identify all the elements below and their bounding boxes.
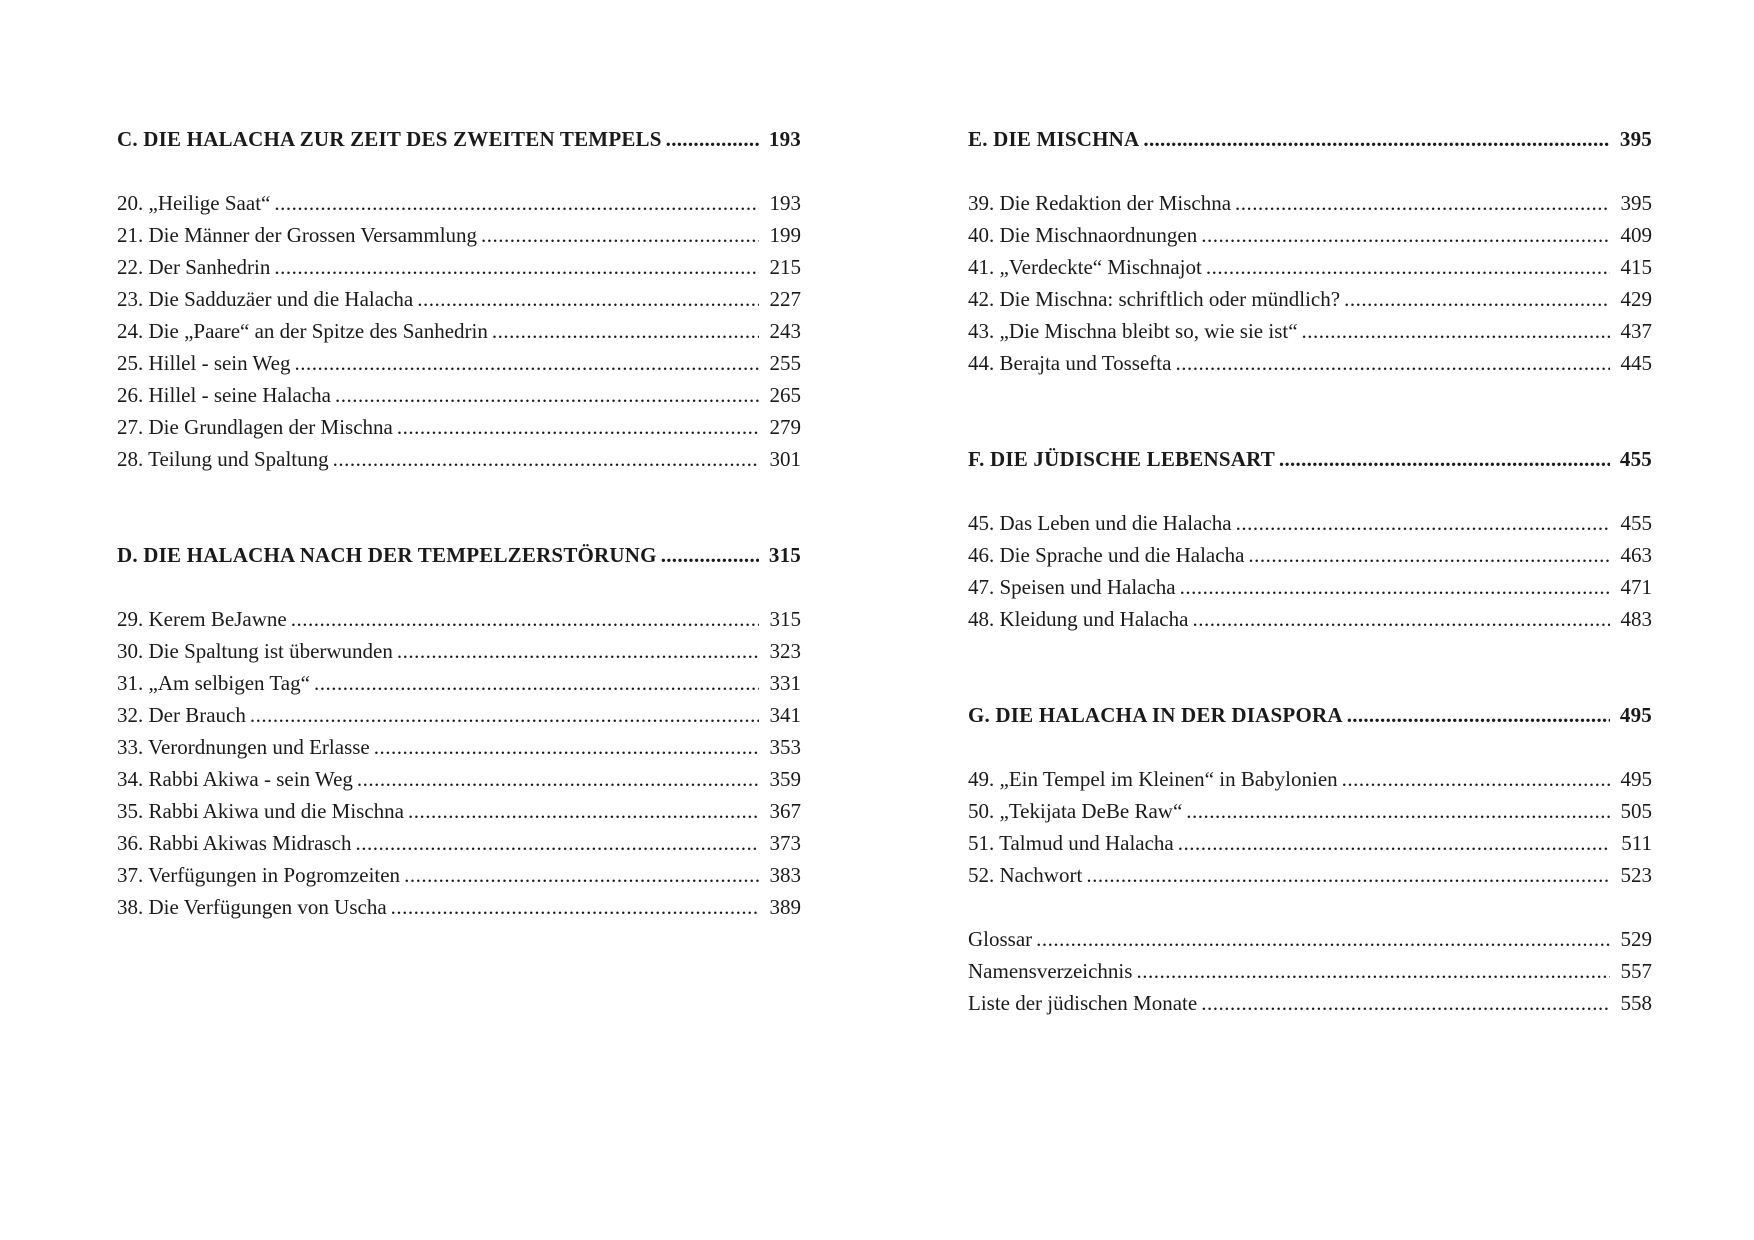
page-number: 495 — [1620, 767, 1652, 791]
entry-title: 42. Die Mischna: schriftlich oder mündlich? — [968, 287, 1341, 311]
leader-dots — [1136, 955, 1610, 987]
entry-title: 29. Kerem BeJawne — [117, 607, 287, 631]
leader-dots — [250, 699, 759, 731]
page-number: 471 — [1620, 575, 1652, 599]
page-number: 463 — [1620, 543, 1652, 567]
page-number: 373 — [769, 831, 801, 855]
leader-dots — [404, 859, 759, 891]
page-number: 353 — [769, 735, 801, 759]
section-heading[interactable] — [968, 443, 1652, 475]
leader-dots — [1175, 347, 1610, 379]
entry-title: Liste der jüdischen Monate — [968, 991, 1198, 1015]
entry-title: 33. Verordnungen und Erlasse — [117, 735, 370, 759]
page-number: 255 — [769, 351, 801, 375]
leader-dots — [397, 635, 759, 667]
entry-title: Glossar — [968, 927, 1033, 951]
page-number: 505 — [1620, 799, 1652, 823]
leader-dots — [492, 315, 759, 347]
section-title: D. DIE HALACHA NACH DER TEMPELZERSTÖRUNG — [117, 543, 657, 567]
toc-entry[interactable] — [117, 443, 801, 475]
section-title: C. DIE HALACHA ZUR ZEIT DES ZWEITEN TEMPELS — [117, 127, 662, 151]
entry-title: 48. Kleidung und Halacha — [968, 607, 1189, 631]
page-number: 437 — [1620, 319, 1652, 343]
leader-dots — [1302, 315, 1610, 347]
page-number: 415 — [1620, 255, 1652, 279]
entry-title: Namensverzeichnis — [968, 959, 1133, 983]
toc-section-g — [968, 699, 1652, 891]
toc-entry[interactable] — [117, 795, 801, 827]
section-heading[interactable] — [968, 123, 1652, 155]
leader-dots — [417, 283, 759, 315]
section-title: F. DIE JÜDISCHE LEBENSART — [968, 447, 1275, 471]
page-number: 455 — [1620, 511, 1652, 535]
page-number: 455 — [1619, 447, 1652, 471]
toc-entry[interactable] — [968, 251, 1652, 283]
toc-entry[interactable] — [117, 859, 801, 891]
leader-dots — [1143, 123, 1610, 155]
toc-entry[interactable] — [117, 219, 801, 251]
leader-dots — [374, 731, 759, 763]
toc-entry[interactable] — [117, 603, 801, 635]
page-number: 301 — [769, 447, 801, 471]
leader-dots — [1342, 763, 1610, 795]
toc-appendix — [968, 923, 1652, 1019]
entry-title: 39. Die Redaktion der Mischna — [968, 191, 1232, 215]
page-number: 395 — [1620, 191, 1652, 215]
entry-title: 32. Der Brauch — [117, 703, 246, 727]
page-number: 279 — [769, 415, 801, 439]
page-number: 483 — [1620, 607, 1652, 631]
page-number: 383 — [769, 863, 801, 887]
toc-section-d — [117, 539, 801, 923]
page-number: 193 — [768, 127, 801, 151]
toc-entry[interactable] — [968, 315, 1652, 347]
toc-entry[interactable] — [968, 987, 1652, 1019]
page-number: 409 — [1620, 223, 1652, 247]
leader-dots — [481, 219, 759, 251]
leader-dots — [274, 251, 759, 283]
leader-dots — [666, 123, 759, 155]
toc-entry[interactable] — [117, 379, 801, 411]
entry-title: 52. Nachwort — [968, 863, 1083, 887]
toc-entry[interactable] — [117, 411, 801, 443]
entry-title: 35. Rabbi Akiwa und die Mischna — [117, 799, 404, 823]
toc-entry[interactable] — [968, 539, 1652, 571]
toc-entry[interactable] — [968, 571, 1652, 603]
page-number: 429 — [1620, 287, 1652, 311]
entry-title: 45. Das Leben und die Halacha — [968, 511, 1232, 535]
entry-title: 51. Talmud und Halacha — [968, 831, 1174, 855]
page-number: 511 — [1621, 831, 1652, 855]
page-number: 341 — [769, 703, 801, 727]
page-number: 495 — [1619, 703, 1652, 727]
entry-title: 23. Die Sadduzäer und die Halacha — [117, 287, 414, 311]
toc-entry[interactable] — [968, 923, 1652, 955]
section-title: G. DIE HALACHA IN DER DIASPORA — [968, 703, 1343, 727]
entry-title: 43. „Die Mischna bleibt so, wie sie ist“ — [968, 319, 1298, 343]
toc-entry[interactable] — [117, 699, 801, 731]
entry-title: 24. Die „Paare“ an der Spitze des Sanhedrin — [117, 319, 488, 343]
page-number: 323 — [769, 639, 801, 663]
toc-section-c — [117, 123, 801, 475]
toc-section-e — [968, 123, 1652, 379]
page-number: 265 — [769, 383, 801, 407]
entry-title: 49. „Ein Tempel im Kleinen“ in Babylonien — [968, 767, 1338, 791]
leader-dots — [1192, 603, 1610, 635]
leader-dots — [294, 347, 759, 379]
page-number: 529 — [1620, 927, 1652, 951]
entry-title: 46. Die Sprache und die Halacha — [968, 543, 1245, 567]
entry-title: 31. „Am selbigen Tag“ — [117, 671, 310, 695]
toc-entry[interactable] — [968, 827, 1652, 859]
toc-entry[interactable] — [117, 667, 801, 699]
toc-entry[interactable] — [968, 955, 1652, 987]
entry-title: 22. Der Sanhedrin — [117, 255, 271, 279]
page-number: 367 — [769, 799, 801, 823]
leader-dots — [333, 443, 759, 475]
toc-entry[interactable] — [968, 283, 1652, 315]
leader-dots — [355, 827, 759, 859]
toc-entry[interactable] — [968, 219, 1652, 251]
entry-title: 25. Hillel - sein Weg — [117, 351, 291, 375]
toc-entry[interactable] — [968, 187, 1652, 219]
toc-entry[interactable] — [117, 891, 801, 923]
page-number: 315 — [769, 607, 801, 631]
page-number: 243 — [769, 319, 801, 343]
toc-section-f — [968, 443, 1652, 635]
toc-entry[interactable] — [117, 635, 801, 667]
leader-dots — [1347, 699, 1610, 731]
toc-entry[interactable] — [968, 859, 1652, 891]
entry-title: 41. „Verdeckte“ Mischnajot — [968, 255, 1202, 279]
leader-dots — [1178, 827, 1610, 859]
page-number: 523 — [1620, 863, 1652, 887]
page-number: 227 — [769, 287, 801, 311]
page-number: 215 — [769, 255, 801, 279]
toc-entry[interactable] — [117, 347, 801, 379]
toc-entry[interactable] — [117, 731, 801, 763]
page-number: 331 — [769, 671, 801, 695]
toc-entry[interactable] — [117, 283, 801, 315]
entry-title: 20. „Heilige Saat“ — [117, 191, 271, 215]
entry-title: 40. Die Mischnaordnungen — [968, 223, 1198, 247]
page-number: 389 — [769, 895, 801, 919]
entry-title: 38. Die Verfügungen von Uscha — [117, 895, 387, 919]
leader-dots — [314, 667, 759, 699]
entry-title: 28. Teilung und Spaltung — [117, 447, 329, 471]
leader-dots — [408, 795, 759, 827]
section-heading[interactable] — [117, 123, 801, 155]
entry-title: 47. Speisen und Halacha — [968, 575, 1176, 599]
leader-dots — [335, 379, 759, 411]
page-number: 359 — [769, 767, 801, 791]
entry-title: 36. Rabbi Akiwas Midrasch — [117, 831, 352, 855]
leader-dots — [1235, 187, 1610, 219]
entry-title: 50. „Tekijata DeBe Raw“ — [968, 799, 1183, 823]
leader-dots — [1186, 795, 1610, 827]
leader-dots — [1180, 571, 1610, 603]
toc-entry[interactable] — [117, 187, 801, 219]
toc-entry[interactable] — [968, 603, 1652, 635]
toc-entry[interactable] — [968, 795, 1652, 827]
toc-entry[interactable] — [968, 763, 1652, 795]
leader-dots — [291, 603, 759, 635]
entry-title: 44. Berajta und Tossefta — [968, 351, 1172, 375]
right-page — [968, 123, 1652, 1019]
page-number: 193 — [769, 191, 801, 215]
leader-dots — [1201, 219, 1610, 251]
leader-dots — [1086, 859, 1610, 891]
entry-title: 34. Rabbi Akiwa - sein Weg — [117, 767, 353, 791]
toc-entry[interactable] — [117, 763, 801, 795]
toc-entry[interactable] — [968, 507, 1652, 539]
toc-entry[interactable] — [117, 315, 801, 347]
leader-dots — [1206, 251, 1610, 283]
page-number: 445 — [1620, 351, 1652, 375]
leader-dots — [397, 411, 759, 443]
leader-dots — [274, 187, 759, 219]
leader-dots — [357, 763, 759, 795]
page-number: 558 — [1620, 991, 1652, 1015]
toc-entry[interactable] — [117, 827, 801, 859]
leader-dots — [1248, 539, 1610, 571]
leader-dots — [661, 539, 759, 571]
section-title: E. DIE MISCHNA — [968, 127, 1140, 151]
page-number: 315 — [768, 543, 801, 567]
entry-title: 37. Verfügungen in Pogromzeiten — [117, 863, 401, 887]
left-page — [117, 123, 801, 923]
leader-dots — [1236, 507, 1610, 539]
leader-dots — [1279, 443, 1610, 475]
leader-dots — [391, 891, 759, 923]
page-number: 395 — [1619, 127, 1652, 151]
leader-dots — [1201, 987, 1610, 1019]
section-heading[interactable] — [117, 539, 801, 571]
entry-title: 26. Hillel - seine Halacha — [117, 383, 331, 407]
toc-entry[interactable] — [117, 251, 801, 283]
toc-entry[interactable] — [968, 347, 1652, 379]
section-heading[interactable] — [968, 699, 1652, 731]
leader-dots — [1344, 283, 1610, 315]
page-number: 199 — [769, 223, 801, 247]
entry-title: 30. Die Spaltung ist überwunden — [117, 639, 393, 663]
leader-dots — [1036, 923, 1610, 955]
entry-title: 21. Die Männer der Grossen Versammlung — [117, 223, 478, 247]
page-number: 557 — [1620, 959, 1652, 983]
entry-title: 27. Die Grundlagen der Mischna — [117, 415, 393, 439]
